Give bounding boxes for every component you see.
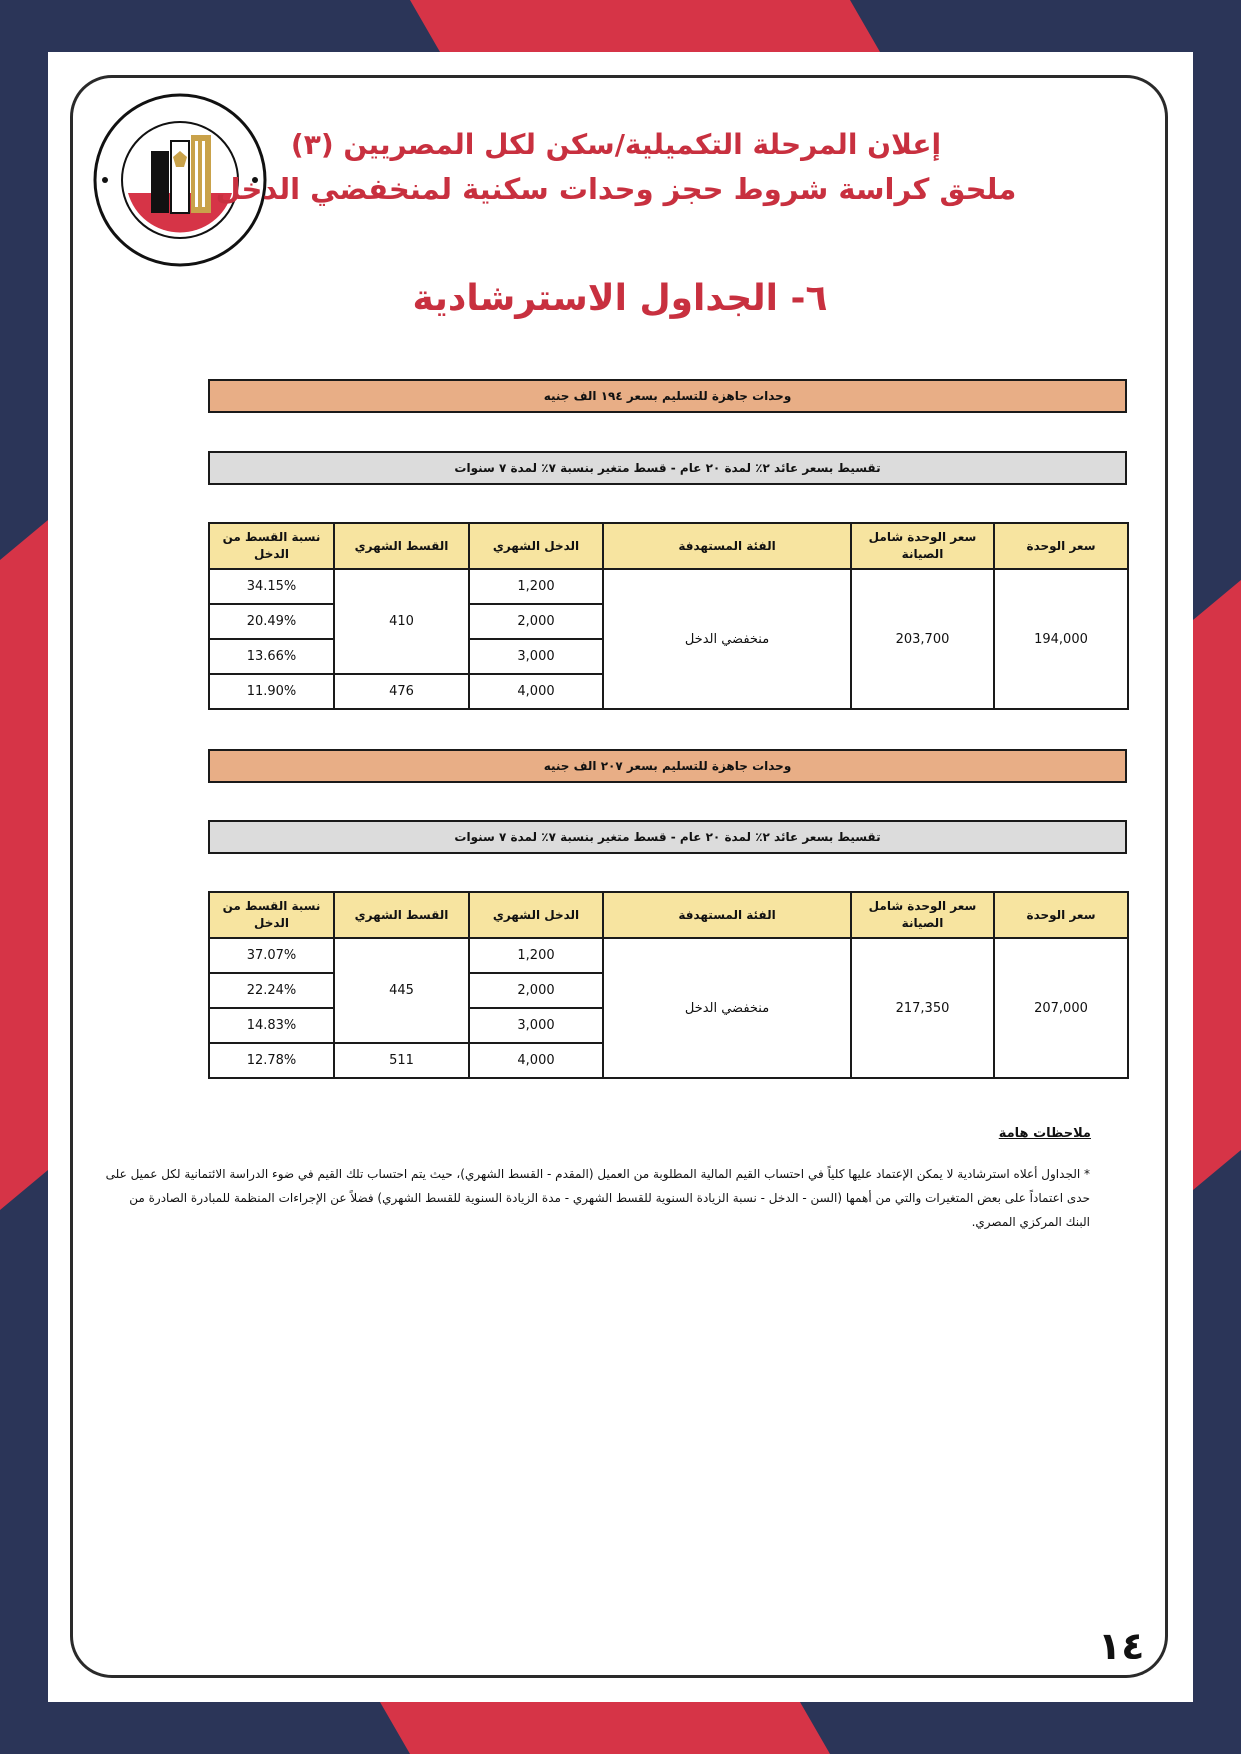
ratio-cell: 20.49%: [209, 604, 334, 639]
installment-cell: 445: [334, 938, 469, 1043]
header-installment: القسط الشهري: [334, 523, 469, 569]
ratio-cell: 13.66%: [209, 639, 334, 674]
income-cell: 1,200: [469, 938, 603, 973]
table2: [208, 891, 1129, 1079]
notes-heading: ملاحظات هامة: [998, 1126, 1091, 1141]
announcement-title: إعلان المرحلة التكميلية/سكن لكل المصريين (٣): [290, 128, 942, 161]
target-cell: منخفضي الدخل: [603, 569, 851, 709]
income-cell: 4,000: [469, 674, 603, 709]
income-cell: 3,000: [469, 639, 603, 674]
header-target: الفئة المستهدفة: [603, 892, 851, 938]
notes-text: * الجداول أعلاه استرشادية لا يمكن الإعتماد عليها كلياً في احتساب القيم المالية المطلوبة من العميل (المقدم - القسط الشهري)، حيث يتم احتساب تلك القيم في ضوء الدراسة الائتمانية لكل عميل على حدى اعتماداً على بعض المتغيرات والتي من أهمها (السن - الدخل - نسبة الزيادة السنوية للقسط الشهري - مدة الزيادة السنوية للقسط الشهري) فضلاً عن الإجراءات المنظمة للمبادرة الصادرة من البنك المركزي المصري.: [105, 1167, 1090, 1229]
unit-price-cell: 207,000: [994, 938, 1128, 1078]
table1-banner: وحدات جاهزة للتسليم بسعر ١٩٤ الف جنيه: [208, 379, 1127, 413]
unit-price-maint-cell: 217,350: [851, 938, 994, 1078]
table1: [208, 522, 1129, 710]
ratio-cell: 12.78%: [209, 1043, 334, 1078]
ratio-cell: 11.90%: [209, 674, 334, 709]
page-number: ١٤: [1098, 1624, 1145, 1668]
ratio-cell: 37.07%: [209, 938, 334, 973]
table2-subbanner: تقسيط بسعر عائد ٢٪ لمدة ٢٠ عام - قسط متغير بنسبة ٧٪ لمدة ٧ سنوات: [208, 820, 1127, 854]
income-cell: 2,000: [469, 973, 603, 1008]
header-installment: القسط الشهري: [334, 892, 469, 938]
installment-cell: 410: [334, 569, 469, 674]
installment-cell: 511: [334, 1043, 469, 1078]
unit-price-cell: 194,000: [994, 569, 1128, 709]
header-unit-price: سعر الوحدة: [994, 892, 1128, 938]
header-income: الدخل الشهري: [469, 523, 603, 569]
header-unit-price-maintenance: سعر الوحدة شامل الصيانة: [851, 892, 994, 938]
installment-cell: 476: [334, 674, 469, 709]
table-header-row: [209, 892, 1128, 938]
income-cell: 3,000: [469, 1008, 603, 1043]
income-cell: 4,000: [469, 1043, 603, 1078]
table-row: [209, 569, 1128, 604]
header-ratio: نسبة القسط من الدخل: [209, 892, 334, 938]
announcement-subtitle: ملحق كراسة شروط حجز وحدات سكنية لمنخفضي الدخل: [215, 172, 1017, 206]
income-cell: 2,000: [469, 604, 603, 639]
header-ratio: نسبة القسط من الدخل: [209, 523, 334, 569]
ratio-cell: 22.24%: [209, 973, 334, 1008]
unit-price-maint-cell: 203,700: [851, 569, 994, 709]
income-cell: 1,200: [469, 569, 603, 604]
header-unit-price-maintenance: سعر الوحدة شامل الصيانة: [851, 523, 994, 569]
table2-banner: وحدات جاهزة للتسليم بسعر ٢٠٧ الف جنيه: [208, 749, 1127, 783]
target-cell: منخفضي الدخل: [603, 938, 851, 1078]
ratio-cell: 14.83%: [209, 1008, 334, 1043]
ratio-cell: 34.15%: [209, 569, 334, 604]
table-header-row: [209, 523, 1128, 569]
section-title: ٦- الجداول الاسترشادية: [412, 278, 828, 319]
header-income: الدخل الشهري: [469, 892, 603, 938]
header-target: الفئة المستهدفة: [603, 523, 851, 569]
table-row: [209, 938, 1128, 973]
header-unit-price: سعر الوحدة: [994, 523, 1128, 569]
table1-subbanner: تقسيط بسعر عائد ٢٪ لمدة ٢٠ عام - قسط متغير بنسبة ٧٪ لمدة ٧ سنوات: [208, 451, 1127, 485]
